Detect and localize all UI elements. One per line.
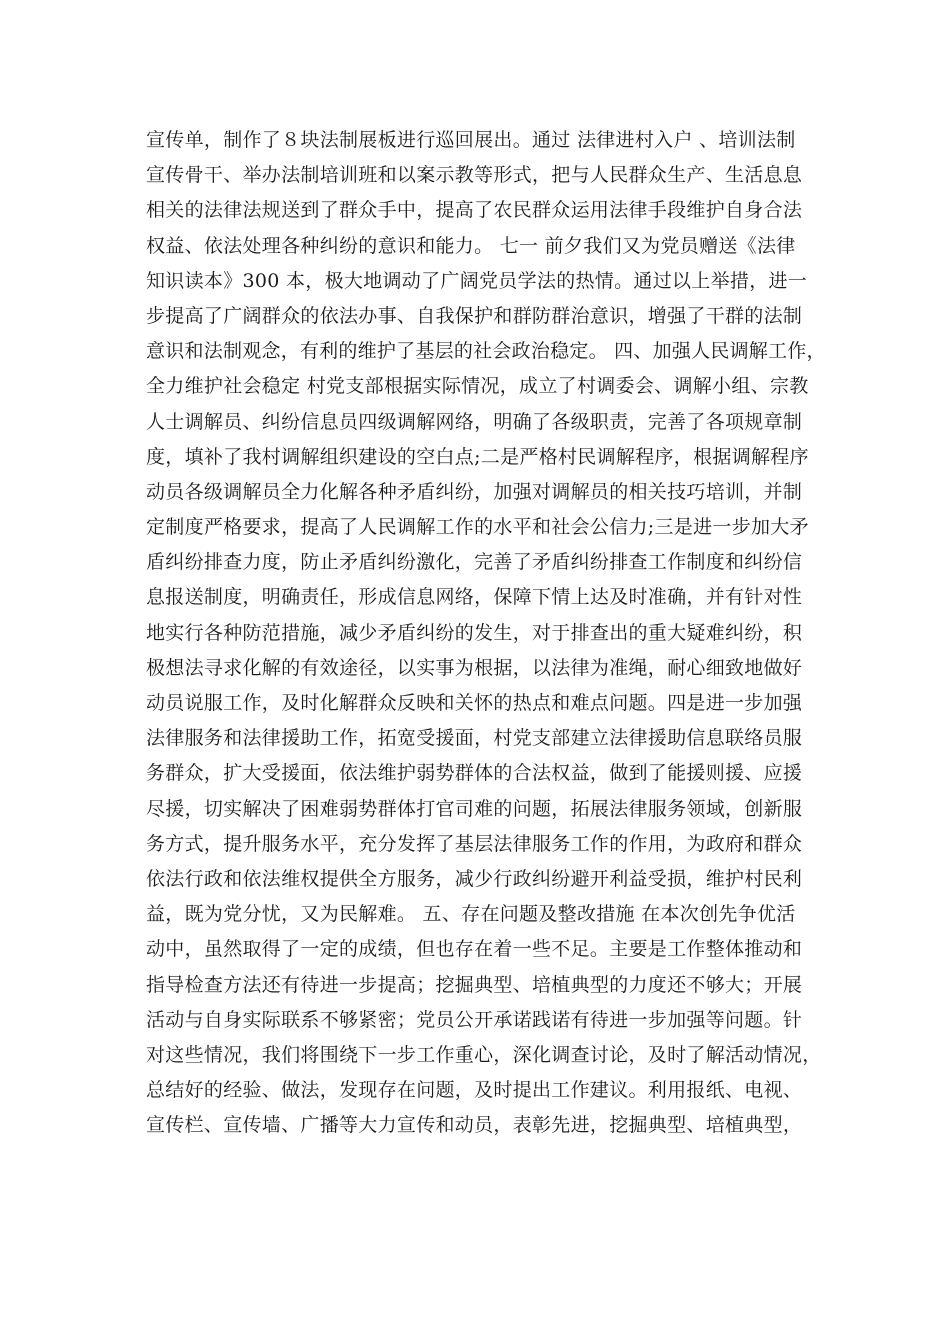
text-line: 对这些情况，我们将围绕下一步工作重心，深化调查讨论，及时了解活动情况，: [146, 1043, 822, 1066]
text-line: 依法行政和依法维权提供全方服务，减少行政纠纷避开利益受损，维护村民利: [146, 867, 803, 890]
text-line: 全力维护社会稳定 村党支部根据实际情况，成立了村调委会、调解小组、宗教: [146, 375, 809, 398]
text-line: 务方式，提升服务水平，充分发挥了基层法律服务工作的作用，为政府和群众: [146, 832, 803, 855]
text-line: 相关的法律法规送到了群众手中，提高了农民群众运用法律手段维护自身合法: [146, 199, 803, 222]
text-line: 步提高了广阔群众的依法办事、自我保护和群防群治意识，增强了干群的法制: [146, 304, 803, 327]
text-line: 宣传骨干、举办法制培训班和以案示教等形式，把与人民群众生产、生活息息: [146, 164, 803, 187]
text-line: 宣传栏、宣传墙、广播等大力宣传和动员，表彰先进，挖掘典型、培植典型，: [146, 1114, 803, 1137]
text-line: 总结好的经验、做法，发现存在问题，及时提出工作建议。利用报纸、电视、: [146, 1079, 803, 1102]
body-text: [146, 123, 826, 1143]
text-line: 指导检查方法还有待进一步提高；挖掘典型、培植典型的力度还不够大；开展: [146, 973, 803, 996]
text-line: 务群众，扩大受援面，依法维护弱势群体的合法权益，做到了能援则援、应援: [146, 762, 803, 785]
text-line: 息报送制度，明确责任，形成信息网络，保障下情上达及时准确，并有针对性: [146, 586, 803, 609]
text-line: 极想法寻求化解的有效途径，以实事为根据，以法律为准绳，耐心细致地做好: [146, 656, 803, 679]
text-line: 活动与自身实际联系不够紧密；党员公开承诺践诺有待进一步加强等问题。针: [146, 1008, 803, 1031]
text-line: 尽援，切实解决了困难弱势群体打官司难的问题，拓展法律服务领域，创新服: [146, 797, 803, 820]
text-line: 人士调解员、纠纷信息员四级调解网络，明确了各级职责，完善了各项规章制: [146, 410, 803, 433]
text-line: 动员说服工作，及时化解群众反映和关怀的热点和难点问题。四是进一步加强: [146, 692, 803, 714]
text-line: 宣传单，制作了８块法制展板进行巡回展出。通过 法律进村入户 、培训法制: [146, 129, 796, 151]
text-line: 定制度严格要求，提高了人民调解工作的水平和社会公信力;三是进一步加大矛: [146, 516, 809, 539]
text-line: 盾纠纷排查力度，防止矛盾纠纷激化，完善了矛盾纠纷排查工作制度和纠纷信: [146, 551, 803, 574]
text-line: 意识和法制观念，有利的维护了基层的社会政治稳定。 四、加强人民调解工作，: [146, 340, 826, 363]
text-line: 益，既为党分忧，又为民解难。 五、存在问题及整改措施 在本次创先争优活: [146, 903, 796, 926]
text-line: 知识读本》300 本，极大地调动了广阔党员学法的热情。通过以上举措，进一: [146, 269, 808, 292]
text-line: 权益、依法处理各种纠纷的意识和能力。 七一 前夕我们又为党员赠送《法律: [146, 234, 796, 257]
text-line: 法律服务和法律援助工作，拓宽受援面，村党支部建立法律援助信息联络员服: [146, 727, 803, 750]
text-line: 度，填补了我村调解组织建设的空白点;二是严格村民调解程序，根据调解程序: [146, 445, 809, 468]
text-line: 动中，虽然取得了一定的成绩，但也存在着一些不足。主要是工作整体推动和: [146, 938, 803, 961]
text-line: 动员各级调解员全力化解各种矛盾纠纷，加强对调解员的相关技巧培训，并制: [146, 480, 803, 503]
text-line: 地实行各种防范措施，减少矛盾纠纷的发生，对于排查出的重大疑难纠纷，积: [146, 621, 803, 644]
